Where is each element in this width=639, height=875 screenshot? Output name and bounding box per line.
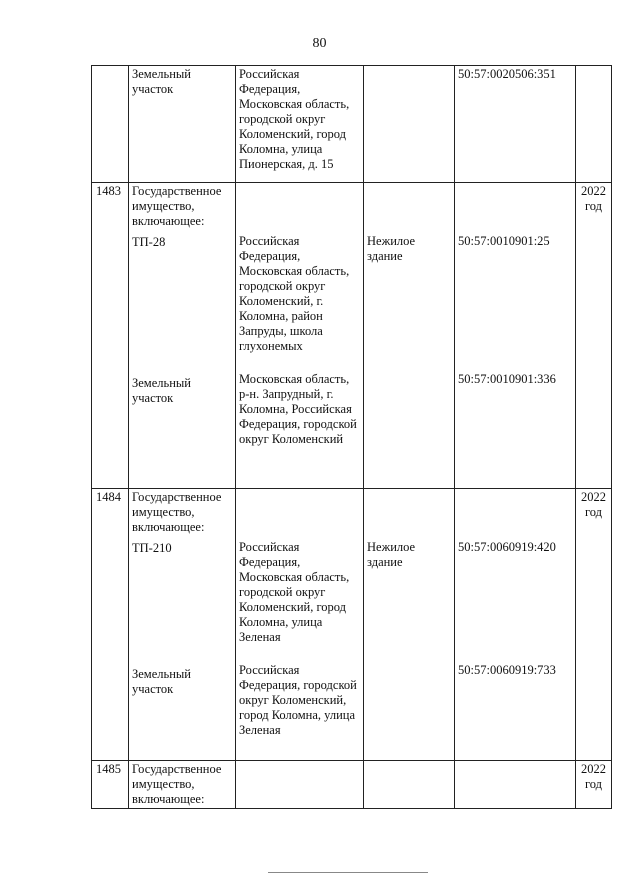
object-name-cell: Земельный участок [129, 66, 236, 183]
cadastral-number-cell [455, 761, 576, 809]
item-cadastral-number: 50:57:0010901:336 [458, 372, 556, 386]
item-address: Московская область, р-н. Запрудный, г. Коломна, Российская Федерация, городской округ Коломенский [239, 372, 357, 446]
item-name: Земельный участок [132, 667, 191, 696]
address-cell: Российская Федерация, Московская область, городской округ Коломенский, город Коломна, улица Пионерская, д. 15 [236, 66, 364, 183]
row-number-cell: 1485 [92, 761, 129, 809]
address-cell [236, 489, 364, 761]
table-row [92, 183, 612, 489]
registry-table [91, 65, 612, 809]
item-purpose: Нежилое здание [367, 540, 416, 569]
item-name: Земельный участок [132, 376, 191, 405]
item-cadastral-number: 50:57:0010901:25 [458, 234, 550, 248]
cadastral-number-cell [455, 489, 576, 761]
item-address: Российская Федерация, Московская область, городской округ Коломенский, г. Коломна, район Запруды, школа глухонемых [239, 234, 350, 353]
cadastral-number-cell [455, 183, 576, 489]
item-cadastral-number: 50:57:0060919:733 [458, 663, 556, 677]
object-name-cell [129, 183, 236, 489]
table-row [92, 489, 612, 761]
year-cell: 2022 год [576, 183, 612, 489]
year-cell [576, 66, 612, 183]
table-row [92, 66, 612, 183]
group-header: Государственное имущество, включающее: [132, 184, 222, 228]
year-cell: 2022 год [576, 489, 612, 761]
row-number-cell: 1483 [92, 183, 129, 489]
item-address: Российская Федерация, городской округ Коломенский, город Коломна, улица Зеленая [239, 663, 357, 737]
purpose-cell [364, 66, 455, 183]
object-name-cell [129, 489, 236, 761]
scan-edge-line [268, 872, 428, 873]
row-number-cell [92, 66, 129, 183]
purpose-cell [364, 761, 455, 809]
cadastral-number-cell: 50:57:0020506:351 [455, 66, 576, 183]
purpose-cell [364, 183, 455, 489]
item-name: ТП-210 [132, 541, 172, 555]
item-purpose: Нежилое здание [367, 234, 416, 263]
page-number: 80 [312, 36, 327, 51]
address-cell [236, 761, 364, 809]
year-cell: 2022 год [576, 761, 612, 809]
group-header: Государственное имущество, включающее: [132, 490, 222, 534]
item-name: ТП-28 [132, 235, 166, 249]
purpose-cell [364, 489, 455, 761]
object-name-cell [129, 761, 236, 809]
address-cell [236, 183, 364, 489]
row-number-cell: 1484 [92, 489, 129, 761]
item-address: Российская Федерация, Московская область, городской округ Коломенский, город Коломна, улица Зеленая [239, 540, 350, 644]
item-cadastral-number: 50:57:0060919:420 [458, 540, 556, 554]
table-row [92, 761, 612, 809]
group-header: Государственное имущество, включающее: [132, 762, 222, 806]
